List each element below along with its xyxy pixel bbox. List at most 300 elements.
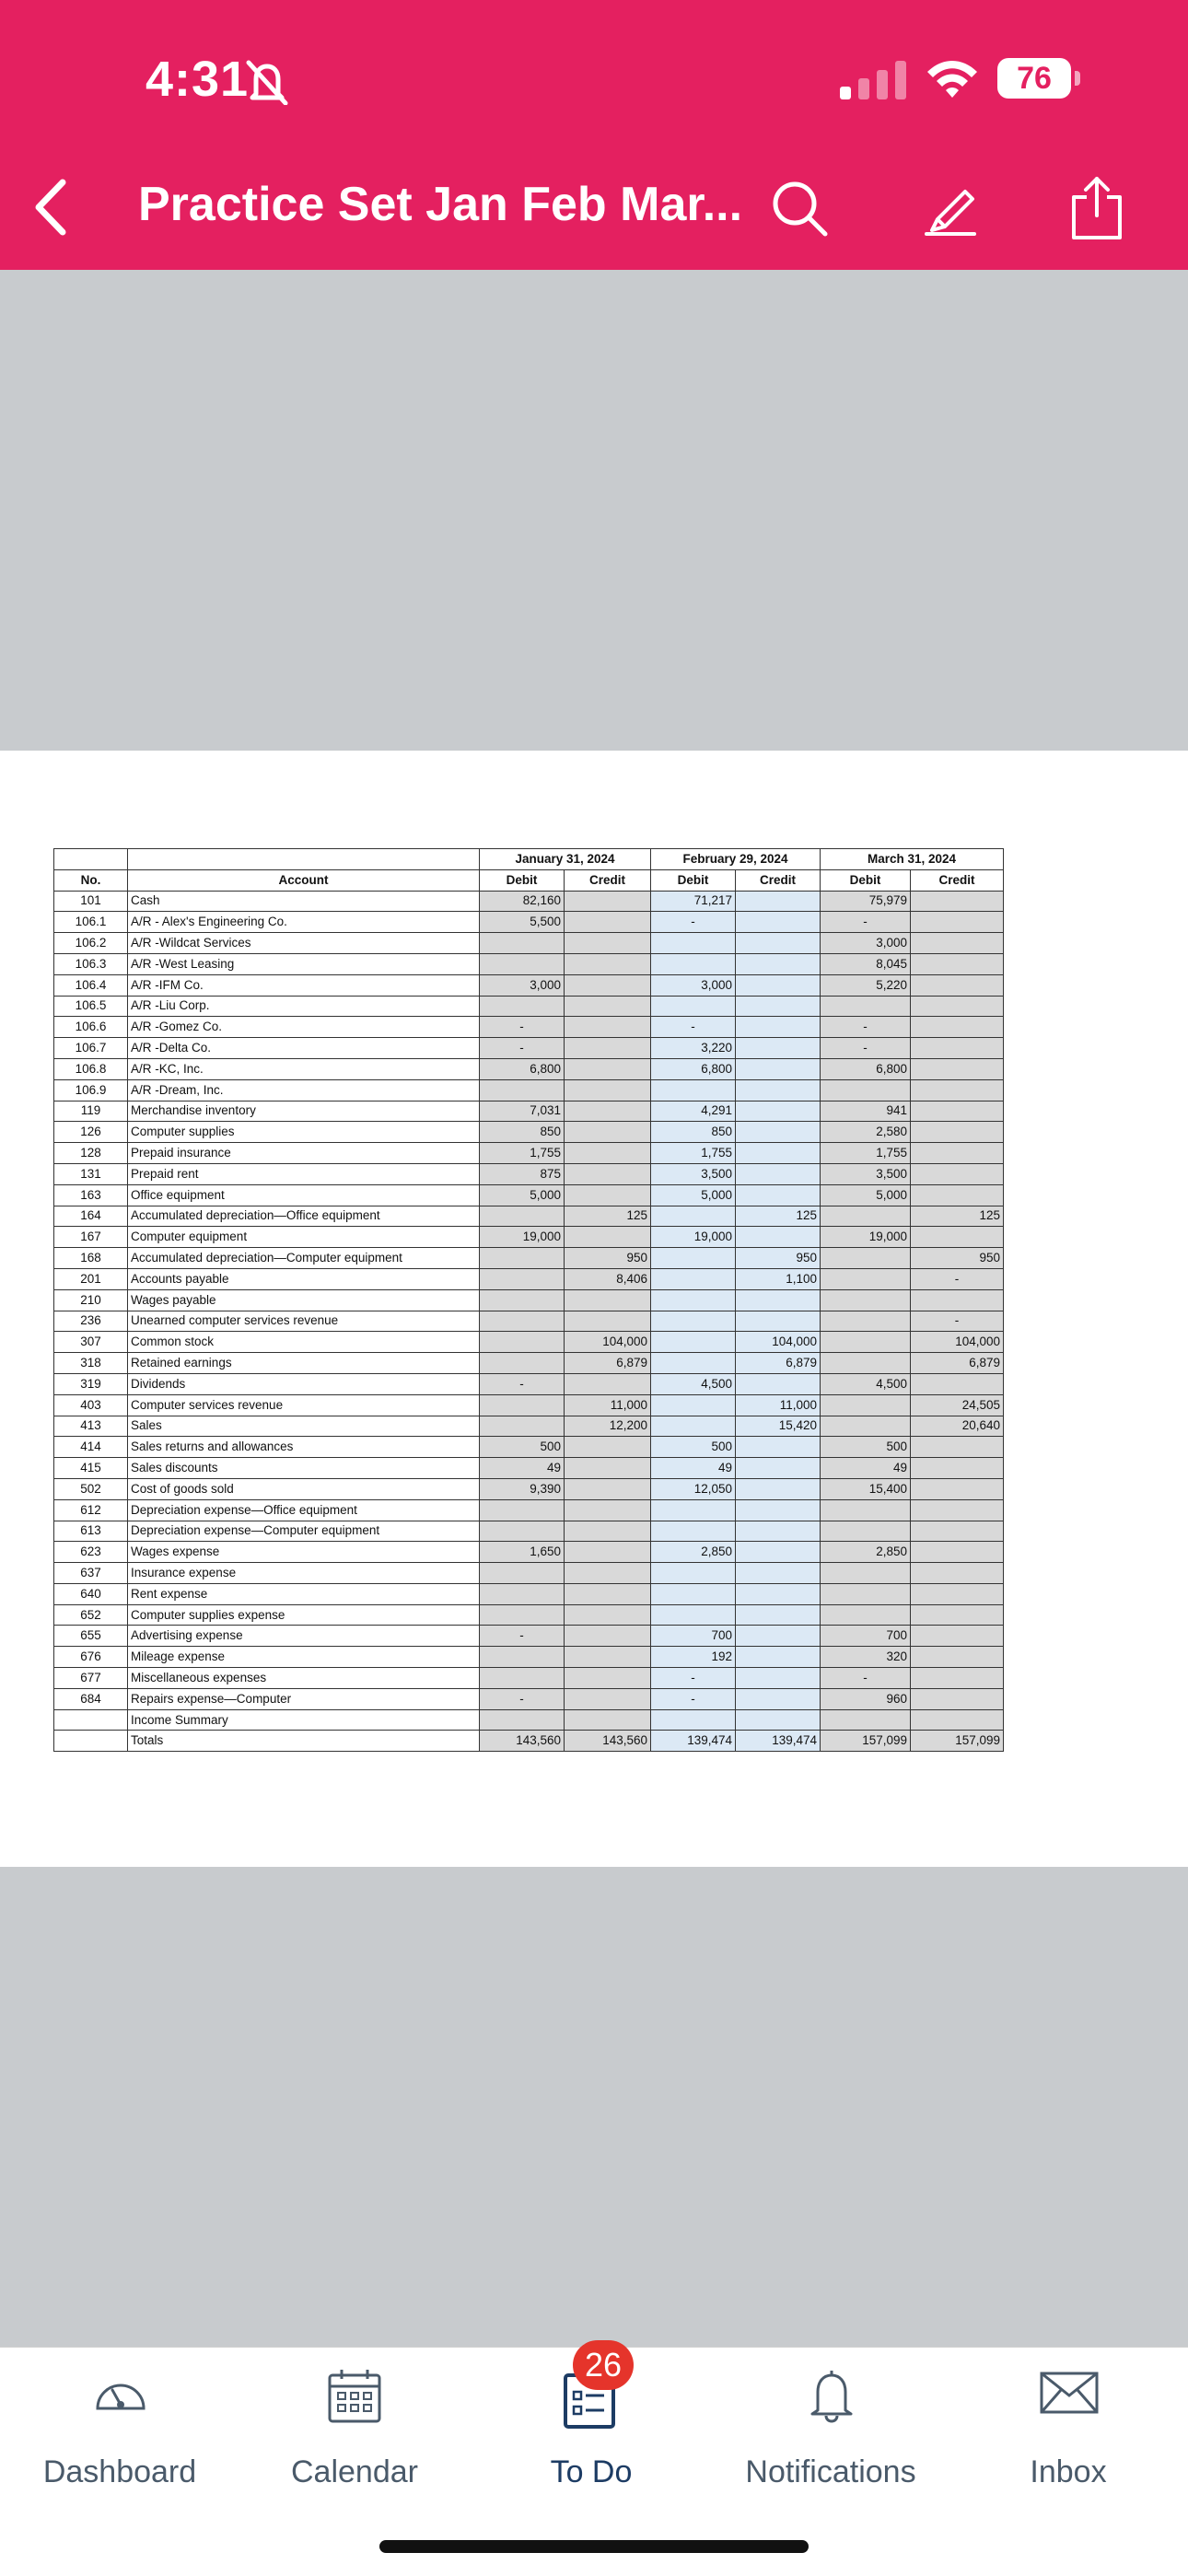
feb-credit bbox=[736, 1227, 821, 1248]
jan-credit bbox=[565, 1227, 651, 1248]
feb-debit: - bbox=[651, 1688, 736, 1709]
jan-debit: 7,031 bbox=[480, 1101, 565, 1122]
feb-credit bbox=[736, 1478, 821, 1499]
jan-credit bbox=[565, 1604, 651, 1626]
mar-debit bbox=[821, 1206, 911, 1227]
account-number: 131 bbox=[54, 1163, 128, 1184]
feb-debit: 700 bbox=[651, 1626, 736, 1647]
jan-credit bbox=[565, 1542, 651, 1563]
home-indicator[interactable] bbox=[379, 2540, 809, 2553]
account-name: Wages payable bbox=[128, 1289, 480, 1311]
mar-credit bbox=[911, 1668, 1004, 1689]
mar-credit bbox=[911, 1163, 1004, 1184]
feb-credit bbox=[736, 1079, 821, 1101]
jan-debit bbox=[480, 1079, 565, 1101]
table-row bbox=[54, 953, 1004, 974]
feb-debit: 3,500 bbox=[651, 1163, 736, 1184]
jan-credit bbox=[565, 1668, 651, 1689]
feb-debit: 12,050 bbox=[651, 1478, 736, 1499]
mar-credit: 6,879 bbox=[911, 1353, 1004, 1374]
mar-debit bbox=[821, 1583, 911, 1604]
feb-debit bbox=[651, 953, 736, 974]
account-number: 612 bbox=[54, 1499, 128, 1521]
share-icon[interactable] bbox=[1066, 175, 1127, 241]
jan-debit bbox=[480, 1268, 565, 1289]
account-name: A/R -Delta Co. bbox=[128, 1038, 480, 1059]
feb-credit bbox=[736, 1184, 821, 1206]
table-row bbox=[54, 1668, 1004, 1689]
feb-debit: 5,000 bbox=[651, 1184, 736, 1206]
jan-credit: 104,000 bbox=[565, 1332, 651, 1353]
feb-debit bbox=[651, 1583, 736, 1604]
feb-credit bbox=[736, 1289, 821, 1311]
table-row bbox=[54, 1437, 1004, 1458]
jan-debit bbox=[480, 1248, 565, 1269]
period-header: March 31, 2024 bbox=[821, 849, 1004, 870]
jan-debit: 875 bbox=[480, 1163, 565, 1184]
table-row bbox=[54, 1731, 1004, 1752]
jan-credit bbox=[565, 996, 651, 1017]
battery-tip bbox=[1075, 71, 1080, 86]
jan-debit: 1,755 bbox=[480, 1143, 565, 1164]
feb-credit bbox=[736, 1563, 821, 1584]
feb-credit bbox=[736, 1709, 821, 1731]
tab-inbox[interactable] bbox=[958, 2348, 1179, 2513]
battery-indicator bbox=[997, 58, 1082, 99]
mar-credit: 20,640 bbox=[911, 1416, 1004, 1437]
mar-credit bbox=[911, 1499, 1004, 1521]
mar-credit bbox=[911, 891, 1004, 912]
mar-credit bbox=[911, 1626, 1004, 1647]
account-name: A/R -West Leasing bbox=[128, 953, 480, 974]
account-number: 126 bbox=[54, 1122, 128, 1143]
account-number bbox=[54, 1731, 128, 1752]
table-row bbox=[54, 1311, 1004, 1332]
dashboard-icon bbox=[92, 2368, 149, 2414]
account-number: 106.9 bbox=[54, 1079, 128, 1101]
account-name: Merchandise inventory bbox=[128, 1101, 480, 1122]
jan-credit bbox=[565, 1437, 651, 1458]
header-blank bbox=[128, 849, 480, 870]
mar-credit: - bbox=[911, 1268, 1004, 1289]
jan-debit bbox=[480, 1583, 565, 1604]
table-row bbox=[54, 1604, 1004, 1626]
bell-icon bbox=[803, 2368, 860, 2425]
feb-credit bbox=[736, 912, 821, 933]
account-name: Sales returns and allowances bbox=[128, 1437, 480, 1458]
account-name: A/R -Gomez Co. bbox=[128, 1017, 480, 1038]
mar-credit bbox=[911, 1583, 1004, 1604]
mar-debit: 5,000 bbox=[821, 1184, 911, 1206]
feb-credit bbox=[736, 1437, 821, 1458]
table-row bbox=[54, 974, 1004, 996]
account-number: 164 bbox=[54, 1206, 128, 1227]
feb-debit: 19,000 bbox=[651, 1227, 736, 1248]
jan-debit bbox=[480, 1499, 565, 1521]
feb-credit bbox=[736, 1542, 821, 1563]
mar-debit bbox=[821, 1289, 911, 1311]
table-row bbox=[54, 1248, 1004, 1269]
jan-debit: - bbox=[480, 1017, 565, 1038]
account-name: Retained earnings bbox=[128, 1353, 480, 1374]
feb-debit: 71,217 bbox=[651, 891, 736, 912]
account-name: Computer services revenue bbox=[128, 1394, 480, 1416]
column-header-row bbox=[54, 869, 1004, 891]
jan-credit bbox=[565, 1079, 651, 1101]
jan-credit: 11,000 bbox=[565, 1394, 651, 1416]
feb-debit bbox=[651, 1206, 736, 1227]
feb-credit bbox=[736, 953, 821, 974]
jan-credit bbox=[565, 1583, 651, 1604]
table-row bbox=[54, 1373, 1004, 1394]
feb-credit bbox=[736, 974, 821, 996]
feb-credit bbox=[736, 1017, 821, 1038]
account-header: Account bbox=[128, 869, 480, 891]
mar-credit bbox=[911, 1017, 1004, 1038]
feb-debit bbox=[651, 1563, 736, 1584]
jan-credit: 6,879 bbox=[565, 1353, 651, 1374]
feb-debit bbox=[651, 933, 736, 954]
jan-credit bbox=[565, 912, 651, 933]
mar-debit: 4,500 bbox=[821, 1373, 911, 1394]
table-row bbox=[54, 1353, 1004, 1374]
feb-debit bbox=[651, 1332, 736, 1353]
feb-debit: 139,474 bbox=[651, 1731, 736, 1752]
account-number: 652 bbox=[54, 1604, 128, 1626]
back-chevron-icon[interactable] bbox=[28, 175, 74, 239]
tab-calendar[interactable] bbox=[244, 2348, 465, 2513]
jan-debit bbox=[480, 1647, 565, 1668]
mar-credit: 125 bbox=[911, 1206, 1004, 1227]
mar-debit bbox=[821, 996, 911, 1017]
mar-debit: 19,000 bbox=[821, 1227, 911, 1248]
mar-debit: 320 bbox=[821, 1647, 911, 1668]
feb-credit bbox=[736, 1583, 821, 1604]
account-number: 613 bbox=[54, 1521, 128, 1542]
mar-credit bbox=[911, 1542, 1004, 1563]
tab-todo-label: To Do bbox=[550, 2454, 633, 2489]
mar-credit: 24,505 bbox=[911, 1394, 1004, 1416]
feb-credit bbox=[736, 1626, 821, 1647]
feb-debit: 49 bbox=[651, 1458, 736, 1479]
jan-credit: 143,560 bbox=[565, 1731, 651, 1752]
tab-todo[interactable] bbox=[481, 2348, 702, 2513]
jan-credit bbox=[565, 1058, 651, 1079]
account-name: A/R -IFM Co. bbox=[128, 974, 480, 996]
account-name: Totals bbox=[128, 1731, 480, 1752]
table-row bbox=[54, 1122, 1004, 1143]
account-number bbox=[54, 1709, 128, 1731]
account-number: 106.1 bbox=[54, 912, 128, 933]
tab-calendar-label: Calendar bbox=[291, 2454, 418, 2489]
mar-credit bbox=[911, 1563, 1004, 1584]
jan-debit bbox=[480, 1709, 565, 1731]
mar-debit: 2,580 bbox=[821, 1122, 911, 1143]
account-number: 106.6 bbox=[54, 1017, 128, 1038]
annotate-pen-icon[interactable] bbox=[921, 177, 980, 236]
account-name: Depreciation expense—Computer equipment bbox=[128, 1521, 480, 1542]
account-name: Sales bbox=[128, 1416, 480, 1437]
mar-debit bbox=[821, 1268, 911, 1289]
feb-credit bbox=[736, 1122, 821, 1143]
mar-credit bbox=[911, 1227, 1004, 1248]
feb-credit: 950 bbox=[736, 1248, 821, 1269]
table-row bbox=[54, 1416, 1004, 1437]
feb-debit bbox=[651, 1289, 736, 1311]
tab-inbox-label: Inbox bbox=[1030, 2454, 1107, 2489]
feb-debit: 4,291 bbox=[651, 1101, 736, 1122]
account-number: 307 bbox=[54, 1332, 128, 1353]
feb-credit bbox=[736, 996, 821, 1017]
mar-credit bbox=[911, 1122, 1004, 1143]
jan-debit: 500 bbox=[480, 1437, 565, 1458]
jan-debit: 6,800 bbox=[480, 1058, 565, 1079]
mar-debit: 15,400 bbox=[821, 1478, 911, 1499]
account-name: Accumulated depreciation—Computer equipment bbox=[128, 1248, 480, 1269]
table-row bbox=[54, 1017, 1004, 1038]
jan-credit bbox=[565, 1289, 651, 1311]
account-number: 318 bbox=[54, 1353, 128, 1374]
account-number: 413 bbox=[54, 1416, 128, 1437]
feb-debit: - bbox=[651, 912, 736, 933]
mar-credit bbox=[911, 1437, 1004, 1458]
jan-credit bbox=[565, 1101, 651, 1122]
mar-debit: 157,099 bbox=[821, 1731, 911, 1752]
jan-debit bbox=[480, 1416, 565, 1437]
mar-debit: 3,500 bbox=[821, 1163, 911, 1184]
feb-debit: - bbox=[651, 1017, 736, 1038]
feb-debit bbox=[651, 1521, 736, 1542]
mar-debit: 3,000 bbox=[821, 933, 911, 954]
jan-credit bbox=[565, 1478, 651, 1499]
jan-debit: - bbox=[480, 1373, 565, 1394]
jan-debit: 850 bbox=[480, 1122, 565, 1143]
feb-credit bbox=[736, 1688, 821, 1709]
table-row bbox=[54, 1521, 1004, 1542]
table-row bbox=[54, 1268, 1004, 1289]
mar-credit bbox=[911, 1101, 1004, 1122]
account-number: 415 bbox=[54, 1458, 128, 1479]
account-number: 637 bbox=[54, 1563, 128, 1584]
mar-credit bbox=[911, 1521, 1004, 1542]
battery-level: 76 bbox=[997, 58, 1071, 99]
calendar-icon bbox=[327, 2368, 382, 2425]
mar-credit bbox=[911, 1458, 1004, 1479]
jan-credit bbox=[565, 1143, 651, 1164]
jan-debit: - bbox=[480, 1038, 565, 1059]
mar-credit bbox=[911, 1038, 1004, 1059]
mar-debit: 500 bbox=[821, 1437, 911, 1458]
account-name: A/R -Liu Corp. bbox=[128, 996, 480, 1017]
account-number: 676 bbox=[54, 1647, 128, 1668]
feb-credit bbox=[736, 1647, 821, 1668]
spreadsheet-table bbox=[53, 848, 1004, 1752]
feb-credit: 15,420 bbox=[736, 1416, 821, 1437]
feb-credit bbox=[736, 1038, 821, 1059]
mail-icon bbox=[1039, 2368, 1100, 2416]
jan-credit bbox=[565, 1458, 651, 1479]
mar-debit: 941 bbox=[821, 1101, 911, 1122]
mar-debit: 960 bbox=[821, 1688, 911, 1709]
jan-debit bbox=[480, 1311, 565, 1332]
account-name: Sales discounts bbox=[128, 1458, 480, 1479]
mar-debit bbox=[821, 1521, 911, 1542]
jan-credit bbox=[565, 1521, 651, 1542]
feb-credit bbox=[736, 1311, 821, 1332]
table-row bbox=[54, 1038, 1004, 1059]
todo-count-badge: 26 bbox=[573, 2340, 634, 2390]
status-time: 4:31 bbox=[146, 52, 250, 107]
jan-debit: 5,000 bbox=[480, 1184, 565, 1206]
feb-credit bbox=[736, 1373, 821, 1394]
table-row bbox=[54, 996, 1004, 1017]
jan-credit: 950 bbox=[565, 1248, 651, 1269]
account-number: 201 bbox=[54, 1268, 128, 1289]
debit-header: Debit bbox=[821, 869, 911, 891]
account-name: Insurance expense bbox=[128, 1563, 480, 1584]
account-number: 168 bbox=[54, 1248, 128, 1269]
feb-debit: 850 bbox=[651, 1122, 736, 1143]
feb-debit bbox=[651, 1079, 736, 1101]
mar-debit bbox=[821, 1353, 911, 1374]
table-row bbox=[54, 1101, 1004, 1122]
feb-debit: 500 bbox=[651, 1437, 736, 1458]
tab-dashboard[interactable] bbox=[9, 2348, 230, 2513]
mar-credit bbox=[911, 1478, 1004, 1499]
jan-credit bbox=[565, 1184, 651, 1206]
mar-credit bbox=[911, 996, 1004, 1017]
account-number: 684 bbox=[54, 1688, 128, 1709]
jan-debit: 9,390 bbox=[480, 1478, 565, 1499]
mar-credit bbox=[911, 1058, 1004, 1079]
mar-debit: 700 bbox=[821, 1626, 911, 1647]
feb-debit: 6,800 bbox=[651, 1058, 736, 1079]
jan-credit bbox=[565, 1626, 651, 1647]
account-number: 319 bbox=[54, 1373, 128, 1394]
mar-debit bbox=[821, 1394, 911, 1416]
feb-credit bbox=[736, 891, 821, 912]
feb-debit bbox=[651, 1709, 736, 1731]
jan-credit bbox=[565, 1563, 651, 1584]
table-row bbox=[54, 912, 1004, 933]
jan-credit: 125 bbox=[565, 1206, 651, 1227]
debit-header: Debit bbox=[480, 869, 565, 891]
account-name: Computer supplies bbox=[128, 1122, 480, 1143]
table-row bbox=[54, 1058, 1004, 1079]
feb-debit bbox=[651, 1394, 736, 1416]
mar-debit bbox=[821, 1604, 911, 1626]
jan-credit bbox=[565, 1373, 651, 1394]
mar-debit: 49 bbox=[821, 1458, 911, 1479]
search-icon[interactable] bbox=[770, 179, 829, 238]
feb-credit: 6,879 bbox=[736, 1353, 821, 1374]
tab-notifications[interactable] bbox=[720, 2348, 941, 2513]
table-row bbox=[54, 1079, 1004, 1101]
jan-credit bbox=[565, 1688, 651, 1709]
account-name: Cost of goods sold bbox=[128, 1478, 480, 1499]
jan-debit: - bbox=[480, 1626, 565, 1647]
feb-debit bbox=[651, 1353, 736, 1374]
table-row bbox=[54, 1206, 1004, 1227]
account-number: 106.5 bbox=[54, 996, 128, 1017]
period-header-row bbox=[54, 849, 1004, 870]
debit-header: Debit bbox=[651, 869, 736, 891]
period-header: January 31, 2024 bbox=[480, 849, 651, 870]
feb-credit: 11,000 bbox=[736, 1394, 821, 1416]
jan-debit bbox=[480, 933, 565, 954]
account-name: Office equipment bbox=[128, 1184, 480, 1206]
account-name: Computer supplies expense bbox=[128, 1604, 480, 1626]
mar-credit bbox=[911, 933, 1004, 954]
mar-credit bbox=[911, 1184, 1004, 1206]
mar-debit: 75,979 bbox=[821, 891, 911, 912]
jan-credit bbox=[565, 974, 651, 996]
mar-credit bbox=[911, 1688, 1004, 1709]
account-number: 167 bbox=[54, 1227, 128, 1248]
jan-credit bbox=[565, 1038, 651, 1059]
feb-credit bbox=[736, 1604, 821, 1626]
mar-debit bbox=[821, 1332, 911, 1353]
account-number: 119 bbox=[54, 1101, 128, 1122]
feb-credit bbox=[736, 933, 821, 954]
feb-debit: 3,000 bbox=[651, 974, 736, 996]
account-number: 106.7 bbox=[54, 1038, 128, 1059]
mar-credit bbox=[911, 953, 1004, 974]
feb-credit: 125 bbox=[736, 1206, 821, 1227]
account-name: Mileage expense bbox=[128, 1647, 480, 1668]
mar-debit: 8,045 bbox=[821, 953, 911, 974]
account-number: 163 bbox=[54, 1184, 128, 1206]
feb-credit bbox=[736, 1521, 821, 1542]
mar-credit bbox=[911, 1289, 1004, 1311]
jan-credit: 8,406 bbox=[565, 1268, 651, 1289]
feb-credit bbox=[736, 1101, 821, 1122]
account-name: Repairs expense—Computer bbox=[128, 1688, 480, 1709]
account-number: 236 bbox=[54, 1311, 128, 1332]
jan-debit bbox=[480, 1353, 565, 1374]
feb-credit bbox=[736, 1163, 821, 1184]
jan-debit bbox=[480, 1604, 565, 1626]
mar-debit bbox=[821, 1311, 911, 1332]
mar-debit: - bbox=[821, 1017, 911, 1038]
account-name: A/R -KC, Inc. bbox=[128, 1058, 480, 1079]
credit-header: Credit bbox=[911, 869, 1004, 891]
mar-credit bbox=[911, 1373, 1004, 1394]
jan-debit bbox=[480, 1668, 565, 1689]
account-number: 106.3 bbox=[54, 953, 128, 974]
feb-debit bbox=[651, 1311, 736, 1332]
mar-credit bbox=[911, 1079, 1004, 1101]
table-row bbox=[54, 1563, 1004, 1584]
account-name: Miscellaneous expenses bbox=[128, 1668, 480, 1689]
jan-credit bbox=[565, 933, 651, 954]
table-row bbox=[54, 1478, 1004, 1499]
feb-credit bbox=[736, 1058, 821, 1079]
header-blank bbox=[54, 849, 128, 870]
mar-credit: 104,000 bbox=[911, 1332, 1004, 1353]
account-number: 106.2 bbox=[54, 933, 128, 954]
table-row bbox=[54, 1583, 1004, 1604]
account-name: Cash bbox=[128, 891, 480, 912]
cellular-signal-icon bbox=[840, 61, 906, 99]
jan-debit bbox=[480, 1521, 565, 1542]
mar-debit: 6,800 bbox=[821, 1058, 911, 1079]
jan-debit bbox=[480, 1206, 565, 1227]
no-header: No. bbox=[54, 869, 128, 891]
feb-debit: 2,850 bbox=[651, 1542, 736, 1563]
account-number: 210 bbox=[54, 1289, 128, 1311]
mar-debit: - bbox=[821, 1668, 911, 1689]
